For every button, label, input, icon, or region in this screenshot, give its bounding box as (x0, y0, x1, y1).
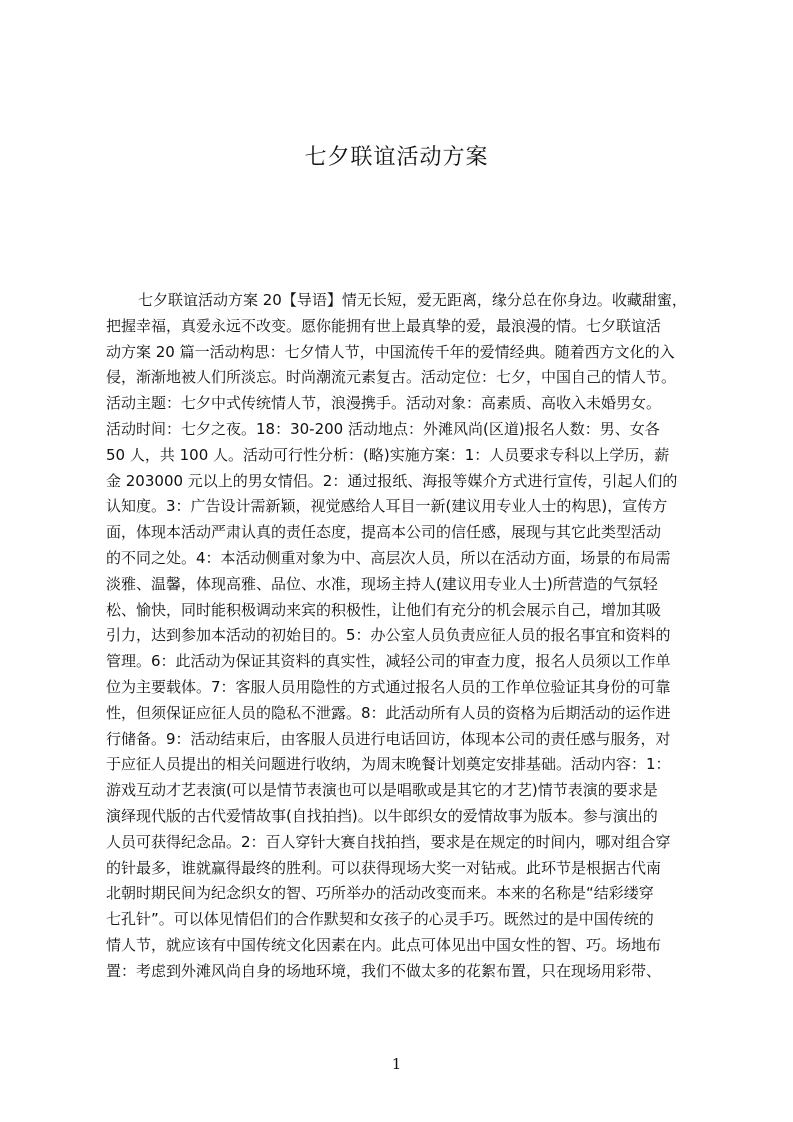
body-line: 性，但须保证应征人员的隐私不泄露。8：此活动所有人员的资格为后期活动的运作进 (106, 703, 671, 722)
body-line: 七夕联谊活动方案 20【导语】情无长短，爱无距离，缘分总在你身边。收藏甜蜜， (138, 291, 687, 309)
body-line: 于应征人员提出的相关问题进行收纳，为周末晚餐计划奠定安排基础。活动内容：1： (106, 755, 671, 774)
body-line: 演绎现代版的古代爱情故事(自找拍挡)。以牛郎织女的爱情故事为版本。参与演出的 (106, 806, 658, 825)
body-line: 动方案 20 篇一活动构思：七夕情人节，中国流传千年的爱情经典。随着西方文化的入 (106, 342, 675, 361)
body-line: 管理。6：此活动为保证其资料的真实性，减轻公司的审查力度，报名人员须以工作单 (106, 652, 671, 671)
body-line: 位为主要载体。7：客服人员用隐性的方式通过报名人员的工作单位验证其身份的可靠 (106, 677, 671, 696)
document-title: 七夕联谊活动方案 (304, 145, 489, 170)
body-line: 情人节，就应该有中国传统文化因素在内。此点可体见出中国女性的智、巧。场地布 (106, 935, 662, 954)
body-line: 把握幸福，真爱永远不改变。愿你能拥有世上最真挚的爱，最浪漫的情。七夕联谊活 (106, 316, 662, 335)
body-line: 的针最多，谁就赢得最终的胜利。可以获得现场大奖一对钻戒。此环节是根据古代南 (106, 858, 662, 877)
body-line: 游戏互动才艺表演(可以是情节表演也可以是唱歌或是其它的才艺)情节表演的要求是 (106, 781, 658, 800)
body-line: 七孔针”。可以体见情侣们的合作默契和女孩子的心灵手巧。既然过的是中国传统的 (106, 910, 654, 929)
body-line: 活动主题：七夕中式传统情人节，浪漫携手。活动对象：高素质、高收入未婚男女。 (106, 394, 662, 413)
body-line: 侵，渐渐地被人们所淡忘。时尚潮流元素复古。活动定位：七夕，中国自己的情人节。 (106, 368, 677, 387)
body-line: 金 203000 元以上的男女情侣。2：通过报纸、海报等媒介方式进行宣传，引起人们的 (106, 471, 678, 490)
body-line: 50 人，共 100 人。活动可行性分析：(略)实施方案：1：人员要求专科以上学历，薪 (106, 445, 670, 464)
body-line: 面，体现本活动严肃认真的责任态度，提高本公司的信任感，展现与其它此类型活动 (106, 523, 662, 542)
body-line: 行储备。9：活动结束后，由客服人员进行电话回访，体现本公司的责任感与服务，对 (106, 729, 671, 748)
body-line: 淡雅、温馨，体现高雅、品位、水准，现场主持人(建议用专业人士)所营造的气氛轻 (106, 574, 658, 593)
body-line: 活动时间：七夕之夜。18：30-200 活动地点：外滩风尚(区道)报名人数：男、女各 (106, 419, 660, 438)
body-line: 松、愉快，同时能积极调动来宾的积极性，让他们有充分的机会展示自己，增加其吸 (106, 600, 662, 619)
body-line: 人员可获得纪念品。2：百人穿针大赛自找拍挡，要求是在规定的时间内，哪对组合穿 (106, 832, 671, 851)
body-line: 认知度。3：广告设计需新颖，视觉感给人耳目一新(建议用专业人士的构思)，宣传方 (106, 497, 668, 516)
body-line: 置：考虑到外滩风尚自身的场地环境，我们不做太多的花絮布置，只在现场用彩带、 (106, 961, 662, 980)
body-line: 引力，达到参加本活动的初始目的。5：办公室人员负责应征人员的报名事宜和资料的 (106, 626, 671, 645)
page-number: 1 (391, 1055, 402, 1073)
body-line: 北朝时期民间为纪念织女的智、巧所举办的活动改变而来。本来的名称是“结彩缕穿 (106, 884, 654, 903)
document-body (106, 288, 697, 1028)
body-line: 的不同之处。4：本活动侧重对象为中、高层次人员，所以在活动方面，场景的布局需 (106, 548, 671, 567)
